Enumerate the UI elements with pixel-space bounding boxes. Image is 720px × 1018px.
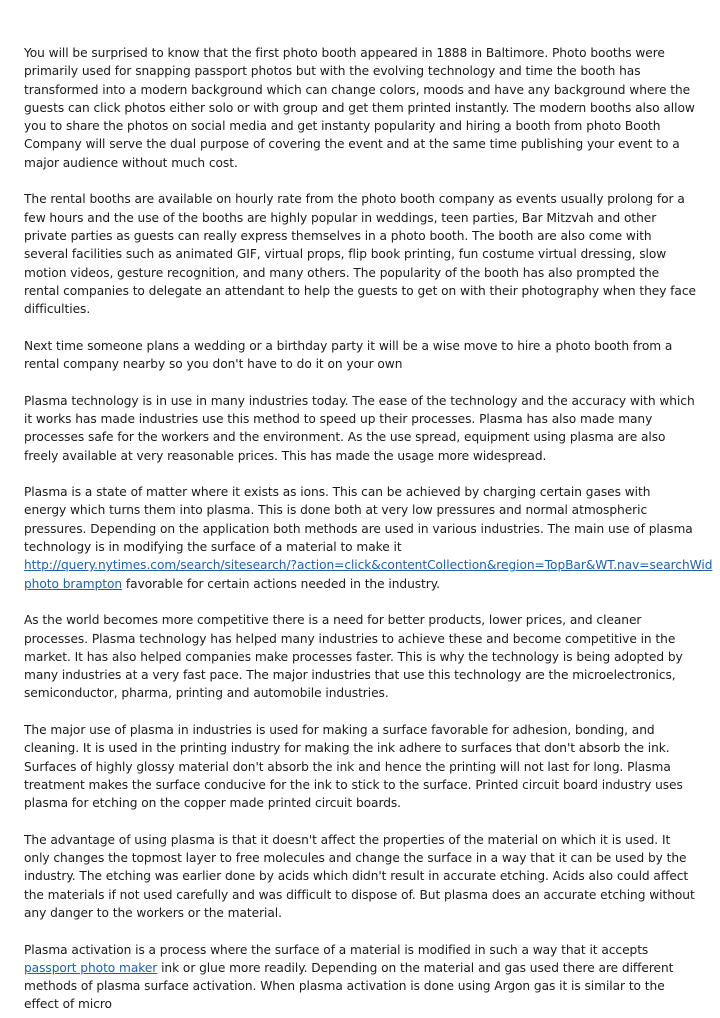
paragraph-plasma-uses: The major use of plasma in industries is used for making a surface favorable for adhesion, bonding, and cleaning. It is used in the printing industry for making the ink adhere to surfaces that don't absorb the ink. Surfaces of highly glossy material don't absorb the ink and hence the printing will not last for long. Plasma treatment makes the surface conducive for the ink to stick to the surface. Printed circuit board industry uses plasma for etching on the copper made printed circuit boards. [24, 722, 683, 811]
paragraph-photo-booth-history: You will be surprised to know that the first photo booth appeared in 1888 in Baltimore. Photo booths were primarily used for snapping passport photos but with the evolving technology and time the booth has transformed into a modern background which can change colors, moods and have any background where the guests can click photos either solo or with group and get them printed instantly. The modern booths also allow you to share the photos on social media and get instanty popularity and hiring a booth from photo Booth Company will serve the dual purpose of covering the event and at the same time publishing your event to a major audience without much cost. [24, 46, 695, 170]
paragraph-rental-booths: The rental booths are available on hourly rate from the photo booth company as events usually prolong for a few hours and the use of the booths are highly popular in weddings, teen parties, Bar Mitzvah and other private parties as guests can really express themselves in a photo booth. The booth are also come with several facilities such as animated GIF, virtual props, flip book printing, fun costume virtual dressing, slow motion videos, gesture recognition, and many others. The popularity of the booth has also prompted the rental companies to delegate an attendant to help the guests to get on with their photography when they face difficulties. [24, 192, 696, 317]
article-body [24, 44, 713, 1018]
passport-photo-maker-link[interactable]: passport photo maker [24, 960, 158, 975]
photo-brampton-link[interactable]: photo brampton [24, 576, 123, 591]
paragraph-competitive-world: As the world becomes more competitive there is a need for better products, lower prices, and cleaner processes. Plasma technology has helped many industries to achieve these and become competitive in the market. It has also helped companies make processes faster. This is why the technology is being adopted by many industries at a very fast pace. The major industries that use this technology are the microelectronics, semiconductor, pharma, printing and automobile industries. [24, 613, 683, 701]
paragraph-plasma-advantage: The advantage of using plasma is that it doesn't affect the properties of the material on which it is used. It only changes the topmost layer to free molecules and change the surface in a way that it can be used by the industry. The etching was earlier done by acids which didn't result in accurate etching. Acids also could affect the materials if not used carefully and was difficult to dispose of. But plasma does an accurate etching without any danger to the workers or the material. [24, 832, 695, 920]
nytimes-search-link[interactable]: http://query.nytimes.com/search/sitesearch/?action=click&contentCollection&region=TopBar&WT.nav=searchWid [24, 558, 713, 573]
paragraph-plasma-intro: Plasma technology is in use in many industries today. The ease of the technology and the accuracy with which it works has made industries use this method to speed up their processes. Plasma has also made many processes safe for the workers and the environment. As the use spread, equipment using plasma are also freely available at very reasonable prices. This has made the usage more widespread. [24, 393, 695, 463]
paragraph-plasma-activation [24, 941, 696, 1014]
paragraph-plasma-state [24, 483, 713, 593]
paragraph-hire-booth: Next time someone plans a wedding or a birthday party it will be a wise move to hire a photo booth from a rental company nearby so you don't have to do it on your own [24, 338, 673, 372]
paragraph-plasma-state-text: Plasma is a state of matter where it exists as ions. This can be achieved by charging certain gases with energy which turns them into plasma. This is done both at very low pressures and normal atmospheric pressures. Depending on the application both methods are used in various industries. The main use of plasma technology is in modifying the surface of a material to make it [24, 485, 693, 555]
paragraph-plasma-state-end: favorable for certain actions needed in the industry. [122, 576, 440, 591]
paragraph-plasma-activation-end: ink or glue more readily. Depending on the material and gas used there are different methods of plasma surface activation. When plasma activation is done using Argon gas it is similar to the effect of micro [24, 960, 674, 1012]
paragraph-plasma-activation-text: Plasma activation is a process where the surface of a material is modified in such a way that it accepts [24, 942, 649, 957]
